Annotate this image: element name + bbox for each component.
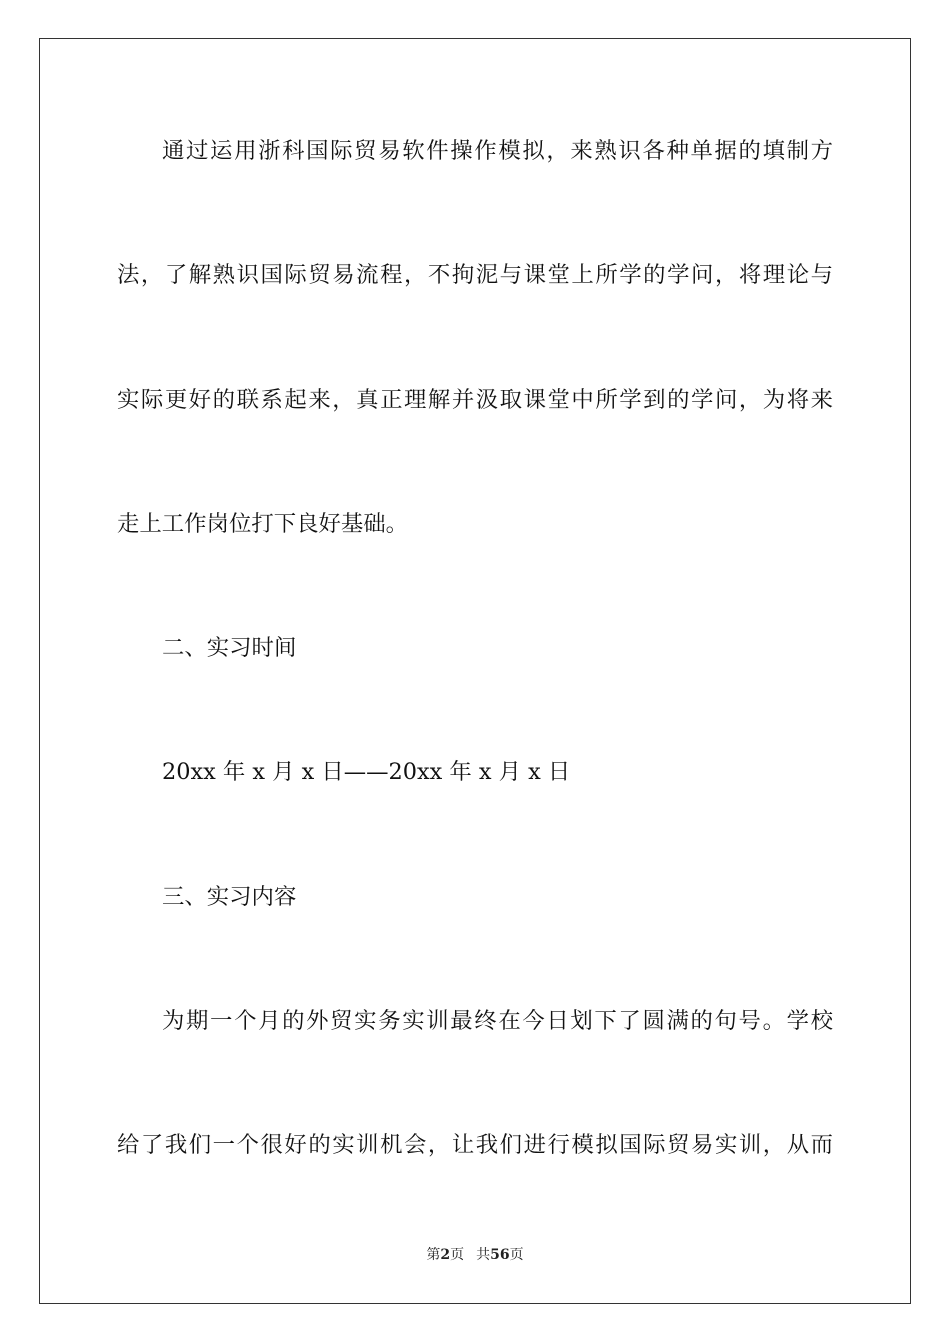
paragraph-line: 通过运用浙科国际贸易软件操作模拟，来熟识各种单据的填制方 xyxy=(162,138,833,164)
paragraph-line: 实际更好的联系起来，真正理解并汲取课堂中所学到的学问，为将来 xyxy=(117,387,833,413)
page-suffix: 页 xyxy=(450,1247,465,1263)
total-pages: 56 xyxy=(490,1247,510,1263)
page-footer xyxy=(0,1246,950,1264)
date-range: 20xx 年 x 月 x 日——20xx 年 x 月 x 日 xyxy=(162,759,571,785)
paragraph-line: 给了我们一个很好的实训机会，让我们进行模拟国际贸易实训，从而 xyxy=(117,1132,833,1158)
page-number: 2 xyxy=(440,1247,451,1263)
page-border xyxy=(39,38,911,1304)
paragraph-line: 为期一个月的外贸实务实训最终在今日划下了圆满的句号。学校 xyxy=(162,1008,833,1034)
page-prefix: 第 xyxy=(426,1247,441,1263)
paragraph-line: 法，了解熟识国际贸易流程，不拘泥与课堂上所学的学问，将理论与 xyxy=(117,262,833,288)
section-heading: 三、实习内容 xyxy=(162,884,297,910)
section-heading: 二、实习时间 xyxy=(162,635,297,661)
paragraph-line: 走上工作岗位打下良好基础。 xyxy=(117,511,409,537)
total-prefix: 共 xyxy=(476,1247,491,1263)
total-suffix: 页 xyxy=(509,1247,524,1263)
